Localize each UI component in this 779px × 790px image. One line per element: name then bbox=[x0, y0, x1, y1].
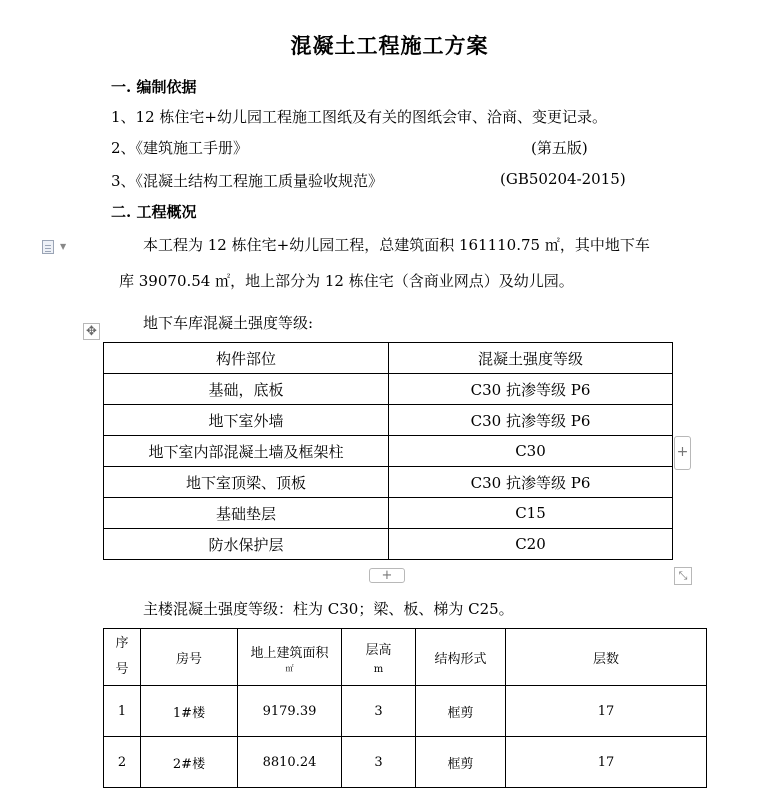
section2-heading: 二. 工程概况 bbox=[111, 203, 197, 221]
table-cell[interactable]: 2 bbox=[104, 737, 141, 788]
move-arrows-icon[interactable]: ✥ bbox=[83, 323, 100, 340]
table-cell[interactable]: C30 抗渗等级 P6 bbox=[389, 405, 673, 436]
header-area[interactable] bbox=[238, 629, 342, 686]
table-row bbox=[104, 498, 673, 529]
table-cell[interactable]: C30 bbox=[389, 436, 673, 467]
table-header-row bbox=[104, 343, 673, 374]
table-cell[interactable]: 基础，底板 bbox=[104, 374, 389, 405]
table-cell[interactable]: C30 抗渗等级 P6 bbox=[389, 467, 673, 498]
header-strength-grade[interactable]: 混凝土强度等级 bbox=[389, 343, 673, 374]
table-cell[interactable]: 地下室顶梁、顶板 bbox=[104, 467, 389, 498]
table-cell[interactable]: 地下室外墙 bbox=[104, 405, 389, 436]
table-cell[interactable]: 3 bbox=[342, 737, 416, 788]
table-header-row bbox=[104, 629, 707, 686]
overview-paragraph-line1: 本工程为 12 栋住宅+幼儿园工程，总建筑面积 161110.75 ㎡，其中地下车 bbox=[143, 236, 650, 254]
basement-strength-table bbox=[103, 342, 673, 560]
table-row bbox=[104, 467, 673, 498]
basis-item-3: 3、《混凝土结构工程施工质量验收规范》 bbox=[111, 172, 384, 190]
main-building-table bbox=[103, 628, 707, 788]
header-seq-bottom: 号 bbox=[115, 662, 129, 677]
table-cell[interactable]: 框剪 bbox=[416, 737, 506, 788]
diagonal-resize-icon[interactable]: ⤡ bbox=[674, 567, 692, 585]
header-height[interactable] bbox=[342, 629, 416, 686]
add-column-button[interactable] bbox=[674, 436, 691, 470]
header-seq-top: 序 bbox=[115, 636, 129, 651]
header-floors[interactable]: 层数 bbox=[506, 629, 707, 686]
table-cell[interactable]: 17 bbox=[506, 686, 707, 737]
header-area-label: 地上建筑面积 bbox=[250, 645, 329, 661]
add-row-button[interactable] bbox=[369, 568, 405, 583]
table-row bbox=[104, 737, 707, 788]
header-area-unit: ㎡ bbox=[285, 663, 294, 673]
caret-down-icon[interactable]: ▼ bbox=[60, 242, 67, 251]
table-row bbox=[104, 436, 673, 467]
header-seq[interactable] bbox=[104, 629, 141, 686]
table-cell[interactable]: C15 bbox=[389, 498, 673, 529]
table-cell[interactable]: C20 bbox=[389, 529, 673, 560]
header-component[interactable]: 构件部位 bbox=[104, 343, 389, 374]
table-cell[interactable]: 8810.24 bbox=[238, 737, 342, 788]
document-title: 混凝土工程施工方案 bbox=[290, 33, 489, 58]
plus-icon: + bbox=[676, 444, 689, 460]
plus-icon: + bbox=[381, 568, 393, 583]
table-cell[interactable]: C30 抗渗等级 P6 bbox=[389, 374, 673, 405]
header-height-unit: m bbox=[373, 664, 384, 675]
header-structure[interactable]: 结构形式 bbox=[416, 629, 506, 686]
basis-item-3-note: (GB50204-2015) bbox=[500, 170, 626, 188]
basis-item-2-note: (第五版) bbox=[531, 139, 588, 157]
basis-item-1: 1、12 栋住宅+幼儿园工程施工图纸及有关的图纸会审、洽商、变更记录。 bbox=[111, 108, 607, 126]
table-cell[interactable]: 框剪 bbox=[416, 686, 506, 737]
main-table-caption: 主楼混凝土强度等级：柱为 C30；梁、板、梯为 C25。 bbox=[143, 600, 514, 618]
table-cell[interactable]: 17 bbox=[506, 737, 707, 788]
table-cell[interactable]: 3 bbox=[342, 686, 416, 737]
table-cell[interactable]: 9179.39 bbox=[238, 686, 342, 737]
basement-table-caption: 地下车库混凝土强度等级: bbox=[143, 314, 314, 332]
table-cell[interactable]: 地下室内部混凝土墙及框架柱 bbox=[104, 436, 389, 467]
table-cell[interactable]: 防水保护层 bbox=[104, 529, 389, 560]
table-cell[interactable]: 1#楼 bbox=[141, 686, 238, 737]
table-cell[interactable]: 基础垫层 bbox=[104, 498, 389, 529]
document-icon[interactable] bbox=[42, 240, 54, 254]
header-room[interactable]: 房号 bbox=[141, 629, 238, 686]
overview-paragraph-line2: 库 39070.54 ㎡，地上部分为 12 栋住宅（含商业网点）及幼儿园。 bbox=[119, 272, 574, 290]
table-row bbox=[104, 405, 673, 436]
section1-heading: 一. 编制依据 bbox=[111, 78, 197, 96]
table-row bbox=[104, 374, 673, 405]
table-row bbox=[104, 529, 673, 560]
table-cell[interactable]: 1 bbox=[104, 686, 141, 737]
basis-item-2: 2、《建筑施工手册》 bbox=[111, 139, 249, 157]
table-row bbox=[104, 686, 707, 737]
table-cell[interactable]: 2#楼 bbox=[141, 737, 238, 788]
header-height-label: 层高 bbox=[365, 643, 392, 658]
